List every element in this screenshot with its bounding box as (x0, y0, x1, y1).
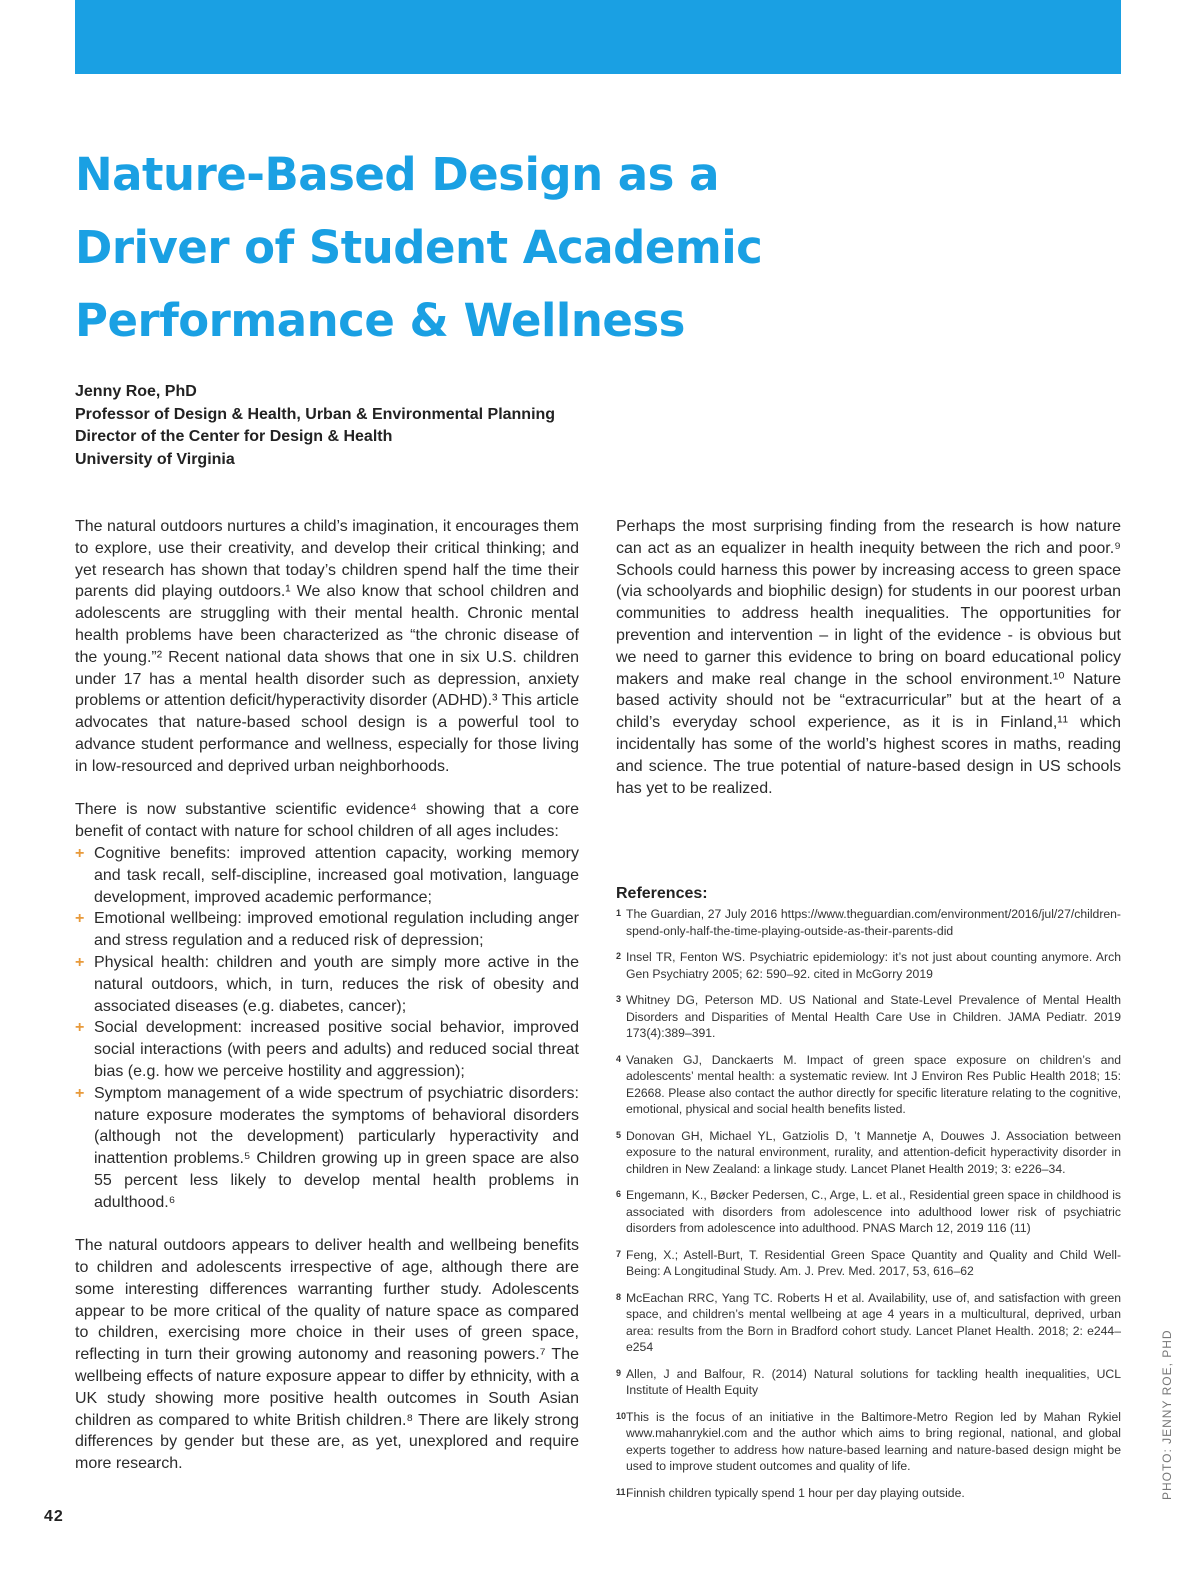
right-column (616, 516, 1121, 821)
author-affiliation: University of Virginia (75, 450, 235, 468)
reference-number: 3 (616, 994, 622, 1004)
body-paragraph: The natural outdoors nurtures a child’s imagination, it encourages them to explore, use their creativity, and develop their critical thinking; and yet research has shown that today’s children spend half the time their parents did playing outdoors.¹ We also know that school children and adolescents are struggling with their mental health. Chronic mental health problems have been characterized as “the chronic disease of the young.”² Recent national data shows that one in six U.S. children under 17 has a mental health disorder such as depression, anxiety problems or attention deficit/hyperactivity disorder (ADHD).³ This article advocates that nature-based school design is a powerful tool to advance student performance and wellness, especially for those living in low-resourced and deprived urban neighborhoods. (75, 518, 579, 775)
reference-item (616, 1485, 1121, 1502)
photo-credit: PHOTO: JENNY ROE, PHD (1160, 1329, 1174, 1500)
author-name: Jenny Roe, PhD (75, 383, 197, 400)
reference-item (616, 949, 1121, 982)
reference-number: 2 (616, 951, 622, 961)
list-item (75, 1083, 579, 1214)
body-paragraph: There is now substantive scientific evidence⁴ showing that a core benefit of contact with nature for school children of all ages includes: (75, 801, 579, 841)
reference-number: 6 (616, 1189, 622, 1199)
author-role: Professor of Design & Health, Urban & Environmental Planning (75, 405, 556, 423)
article-title (75, 138, 875, 357)
reference-item (616, 992, 1121, 1042)
benefit-term: Physical health (94, 953, 205, 971)
reference-item (616, 1366, 1121, 1399)
title-line: Performance & Wellness (75, 294, 685, 347)
plus-bullet-icon: + (75, 953, 85, 971)
reference-number: 8 (616, 1291, 622, 1302)
benefit-text: : nature exposure moderates the symptoms of behavioral disorders (although not the development) particularly hyperactivity and inattention problems.⁵ Children growing up in green space are also 55 percent less likely to develop mental health problems in adulthood.⁶ (94, 1084, 579, 1211)
page-number: 42 (44, 1508, 64, 1525)
plus-bullet-icon: + (75, 910, 85, 928)
reference-number: 11 (616, 1486, 626, 1497)
reference-text: Vanaken GJ, Danckaerts M. Impact of green space exposure on children’s and adolescents’ mental health: a systematic review. Int J Environ Res Public Health 2018; 15: E2668. Please also contact the author directly for specific literature relating to the cognitive, emotional, physical and social health benefits listed. (626, 1052, 1121, 1116)
reference-text: Finnish children typically spend 1 hour per day playing outside. (626, 1485, 965, 1500)
list-item (75, 1017, 579, 1082)
benefit-text: : improved attention capacity, working memory and task recall, self-discipline, increased goal motivation, language development, improved academic performance; (94, 844, 580, 906)
reference-item (616, 1052, 1121, 1118)
benefit-term: Symptom management of a wide spectrum of psychiatric disorders (94, 1084, 575, 1102)
reference-text: The Guardian, 27 July 2016 https://www.theguardian.com/environment/2016/jul/27/children-spend-only-half-the-time-playing-outside-as-their-parents-did (626, 907, 1121, 938)
reference-number: 1 (616, 908, 622, 918)
title-line: Nature-Based Design as a (75, 148, 719, 201)
author-block (75, 381, 635, 471)
reference-text: Whitney DG, Peterson MD. US National and State-Level Prevalence of Mental Health Disorders and Disparities of Mental Health Care Use in Children. JAMA Pediatr. 2019 173(4):389–391. (626, 993, 1121, 1040)
header-color-bar (75, 0, 1121, 74)
reference-text: Feng, X.; Astell-Burt, T. Residential Green Space Quantity and Quality and Child Well-Being: A Longitudinal Study. Am. J. Prev. Med. 2017, 53, 616–62 (626, 1247, 1121, 1278)
reference-number: 4 (616, 1053, 622, 1064)
body-paragraph: Perhaps the most surprising finding from the research is how nature can act as an equalizer in health inequity between the rich and poor.⁹ Schools could harness this power by increasing access to green space (via schoolyards and biophilic design) for students in our poorest urban communities to address health inequalities. The opportunities for prevention and intervention – in light of the evidence - is obvious but we need to garner this evidence to bring on board educational policy makers and make real change in the school environment.¹⁰ Nature based activity should not be “extracurricular” but at the heart of a child’s everyday school experience, as it is in Finland,¹¹ which incidentally has some of the world’s highest scores in maths, reading and science. The true potential of nature-based design in US schools has yet to be realized. (616, 518, 1121, 797)
reference-text: McEachan RRC, Yang TC. Roberts H et al. Availability, use of, and satisfaction with green space, and children’s mental wellbeing at age 4 years in a multicultural, deprived, urban area: results from the Born in Bradford cohort study. Lancet Planet Health. 2018; 2: e244–e254 (626, 1290, 1121, 1354)
reference-number: 10 (616, 1410, 627, 1421)
list-item (75, 952, 579, 1017)
reference-item (616, 1409, 1121, 1475)
plus-bullet-icon: + (75, 844, 85, 862)
benefit-text: : increased positive social behavior, improved social interactions (with peers and adults) and reduced social threat bias (e.g. how we perceive hostility and aggression); (94, 1019, 579, 1080)
benefit-text: : improved emotional regulation including anger and stress regulation and a reduced risk of depression; (94, 910, 579, 950)
list-item (75, 908, 579, 952)
reference-text: Engemann, K., Bøcker Pedersen, C., Arge, L. et al., Residential green space in childhood is associated with disorders from adolescence into adulthood lower risk of psychiatric disorders from adolescence into adulthood. PNAS March 12, 2019 116 (11) (626, 1188, 1121, 1235)
reference-item (616, 906, 1121, 939)
reference-item (616, 1187, 1121, 1237)
left-column (75, 516, 579, 1497)
reference-item (616, 1290, 1121, 1356)
list-item (75, 843, 579, 908)
benefit-term: Social development (94, 1019, 238, 1037)
benefit-term: Emotional wellbeing (94, 910, 238, 928)
references-heading: References: (616, 885, 708, 902)
author-role: Director of the Center for Design & Health (75, 428, 393, 445)
reference-item (616, 1128, 1121, 1178)
reference-number: 9 (616, 1367, 622, 1378)
plus-bullet-icon: + (75, 1084, 85, 1102)
benefits-list (75, 843, 579, 1214)
reference-text: Allen, J and Balfour, R. (2014) Natural solutions for tackling health inequalities, UCL Institute of Health Equity (626, 1366, 1121, 1397)
reference-item (616, 1247, 1121, 1280)
title-line: Driver of Student Academic (75, 221, 763, 274)
reference-text: This is the focus of an initiative in the Baltimore-Metro Region led by Mahan Rykiel www.mahanrykiel.com and the author which aims to bring regional, national, and global experts together to address how nature-based learning and nature-based design might be used to improve student outcomes and quality of life. (626, 1409, 1121, 1473)
reference-text: Donovan GH, Michael YL, Gatziolis D, ’t Mannetje A, Douwes J. Association between exposure to the natural environment, rurality, and attention-deficit hyperactivity disorder in children in New Zealand: a linkage study. Lancet Planet Health 2019; 3: e226–34. (626, 1128, 1121, 1176)
plus-bullet-icon: + (75, 1019, 85, 1037)
reference-text: Insel TR, Fenton WS. Psychiatric epidemiology: it’s not just about counting anymore. Arch Gen Psychiatry 2005; 62: 590–92. cited in McGorry 2019 (626, 950, 1121, 981)
reference-number: 5 (616, 1129, 622, 1140)
benefit-term: Cognitive benefits (94, 844, 227, 862)
body-paragraph: The natural outdoors appears to deliver health and wellbeing benefits to children and adolescents irrespective of age, although there are some interesting differences warranting further study. Adolescents appear to be more critical of the quality of nature space as compared to children, exercising more choice in their uses of green space, reflecting in turn their growing autonomy and reasoning powers.⁷ The wellbeing effects of nature exposure appear to differ by ethnicity, with a UK study showing more positive health outcomes in South Asian children as compared to white British children.⁸ There are likely strong differences by gender but these are, as yet, unexplored and require more research. (75, 1237, 579, 1473)
reference-number: 7 (616, 1248, 622, 1259)
references-list (616, 906, 1121, 1511)
benefit-text: : children and youth are simply more active in the natural outdoors, which, in turn, reduces the risk of obesity and associated diseases (e.g. diabetes, cancer); (94, 953, 579, 1015)
